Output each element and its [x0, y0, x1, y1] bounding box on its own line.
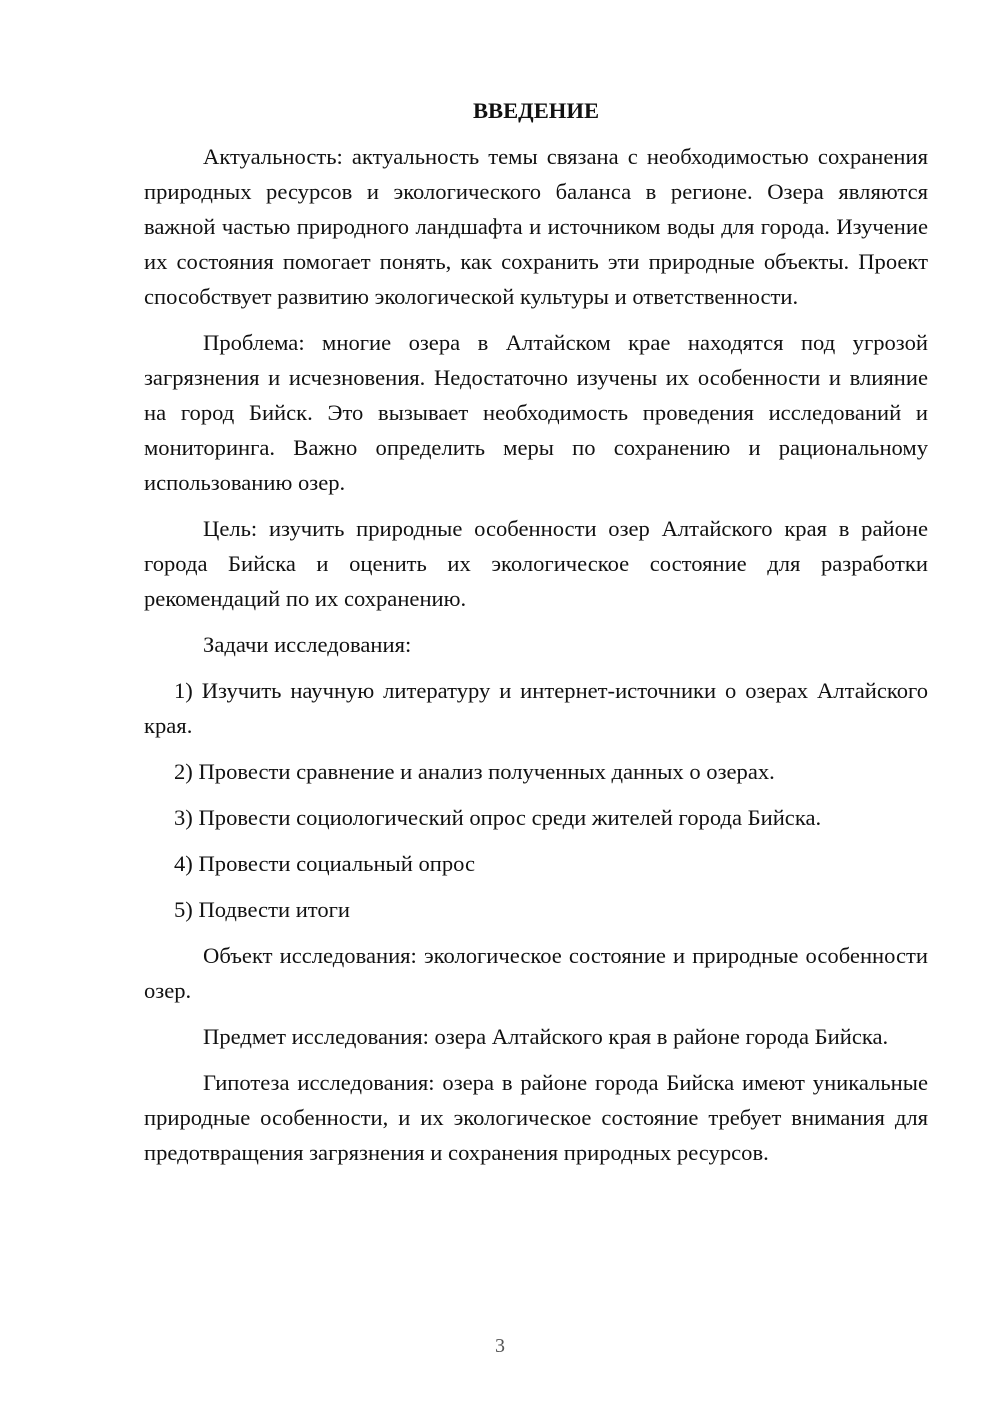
task-item-5: 5) Подвести итоги — [174, 897, 351, 922]
task-item-1: 1) Изучить научную литературу и интернет-источники о озерах Алтайского края. — [144, 678, 928, 738]
task-item-3: 3) Провести социологический опрос среди жителей города Бийска. — [174, 805, 822, 830]
task-item-2: 2) Провести сравнение и анализ полученных данных о озерах. — [174, 759, 775, 784]
hypothesis-paragraph: Гипотеза исследования: озера в районе города Бийска имеют уникальные природные особенности, и их экологическое состояние требует внимания для предотвращения загрязнения и сохранения природных ресурсов. — [144, 1070, 928, 1165]
page-content — [144, 93, 928, 1181]
page-number: 3 — [495, 1335, 505, 1357]
goal-paragraph: Цель: изучить природные особенности озер Алтайского края в районе города Бийска и оценить их экологическое состояние для разработки рекомендаций по их сохранению. — [144, 516, 928, 611]
object-paragraph: Объект исследования: экологическое состояние и природные особенности озер. — [144, 943, 928, 1003]
tasks-heading: Задачи исследования: — [203, 632, 412, 657]
section-title: ВВЕДЕНИЕ — [472, 98, 600, 123]
problem-paragraph: Проблема: многие озера в Алтайском крае находятся под угрозой загрязнения и исчезновения. Недостаточно изучены их особенности и влияние на город Бийск. Это вызывает необходимость проведения исследований и мониторинга. Важно определить меры по сохранению и рациональному использованию озер. — [144, 330, 928, 495]
task-item-4: 4) Провести социальный опрос — [174, 851, 476, 876]
relevance-paragraph: Актуальность: актуальность темы связана с необходимостью сохранения природных ресурсов и экологического баланса в регионе. Озера являются важной частью природного ландшафта и источником воды для города. Изучение их состояния помогает понять, как сохранить эти природные объекты. Проект способствует развитию экологической культуры и ответственности. — [144, 144, 928, 309]
subject-paragraph: Предмет исследования: озера Алтайского края в районе города Бийска. — [203, 1024, 889, 1049]
